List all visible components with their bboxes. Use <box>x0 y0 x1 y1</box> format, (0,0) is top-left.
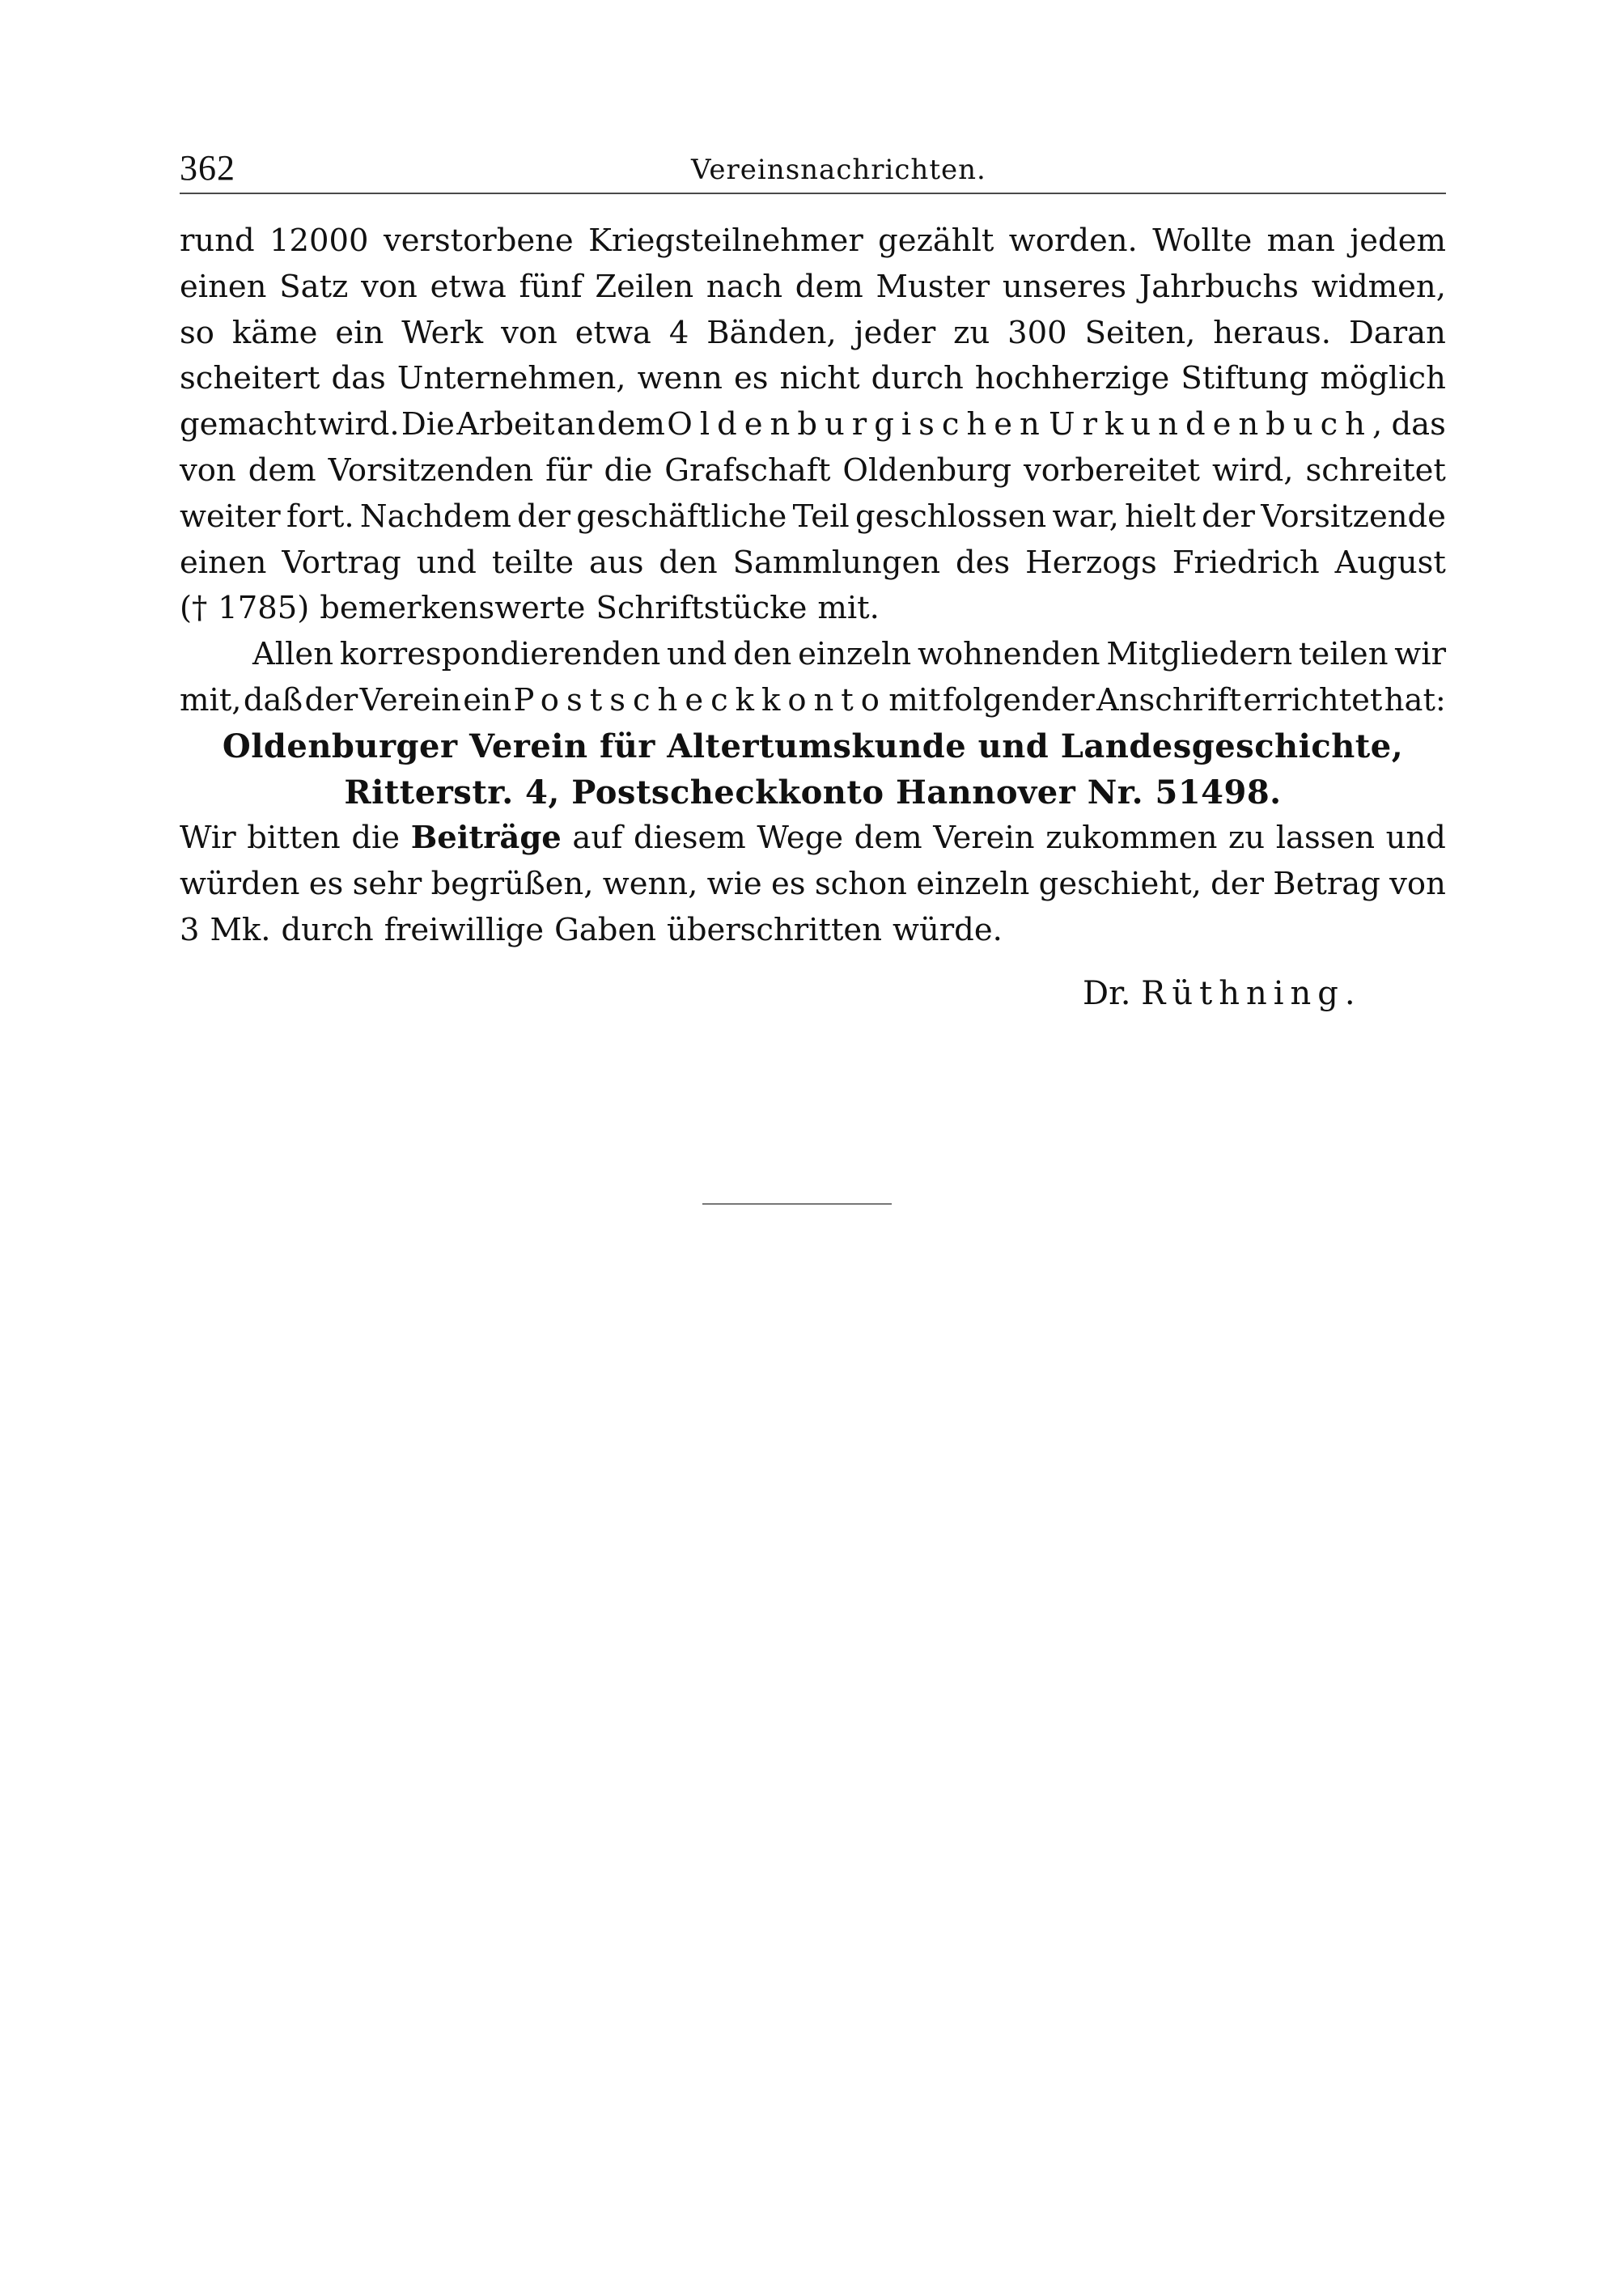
word: käme <box>231 314 318 351</box>
word: wenn, <box>602 866 698 903</box>
word: geschlossen <box>855 498 1047 535</box>
word: Seiten, <box>1084 314 1196 351</box>
word: Wollte <box>1152 223 1253 259</box>
text-line <box>180 494 1446 540</box>
word: Mk. <box>210 911 271 948</box>
word: wird, <box>1211 451 1294 489</box>
page-number: 362 <box>180 148 235 188</box>
word: Mitgliedern <box>1106 636 1293 673</box>
address-line-2: Ritterstr. 4, Postscheckkonto Hannover Nr. 51498. <box>344 773 1282 812</box>
word: rund <box>180 223 255 259</box>
signature-title: Dr. <box>1083 975 1131 1012</box>
word: August <box>1334 544 1446 581</box>
running-head: Vereinsnachrichten. <box>691 154 986 186</box>
word: es <box>733 360 769 397</box>
word: wenn <box>637 360 723 397</box>
word: einen <box>180 544 267 581</box>
word: Anschrift <box>1096 681 1242 718</box>
word: durch <box>281 911 374 948</box>
signature-name: Rüthning. <box>1141 975 1362 1012</box>
word: Friedrich <box>1172 544 1320 581</box>
word: bitten <box>247 820 341 857</box>
word: Muster <box>876 268 990 305</box>
word: schreitet <box>1305 451 1446 489</box>
word: zu <box>953 314 990 351</box>
word: worden. <box>1008 223 1138 259</box>
bold-word: Beiträge <box>410 820 562 857</box>
word: freiwillige <box>384 911 545 948</box>
word: Daran <box>1348 314 1446 351</box>
page-header <box>180 144 1446 193</box>
word: von <box>501 314 558 351</box>
word: errichtet <box>1243 681 1383 718</box>
word: teilte <box>491 544 575 581</box>
word: fort. <box>286 498 354 535</box>
word: jedem <box>1350 223 1446 259</box>
word: Verein <box>933 820 1035 857</box>
body-text <box>180 218 1446 954</box>
word: Grafschaft <box>664 451 831 489</box>
word: auf <box>572 820 623 857</box>
word: der <box>1211 866 1264 903</box>
word: einzeln <box>798 636 912 673</box>
word: das <box>331 360 386 397</box>
word: heraus. <box>1213 314 1332 351</box>
word: gemacht <box>180 406 316 443</box>
text-line <box>180 448 1446 494</box>
word: Kriegsteilnehmer <box>588 223 863 259</box>
word: und <box>1385 820 1446 857</box>
word: von <box>180 451 236 489</box>
word: einen <box>180 268 267 305</box>
word: von <box>1389 866 1446 903</box>
word: unseres <box>1002 268 1126 305</box>
emphasized-word: Urkundenbuch, <box>1049 406 1390 443</box>
end-rule <box>702 1203 892 1205</box>
word: jeder <box>854 314 936 351</box>
word: der <box>1202 498 1255 535</box>
word: wir <box>1394 636 1446 673</box>
word: es <box>308 866 344 903</box>
word: würde. <box>893 911 1003 948</box>
word: korrespondierenden <box>339 636 661 673</box>
word: man <box>1266 223 1335 259</box>
word: dem <box>795 268 863 305</box>
word: geschäftliche <box>576 498 787 535</box>
word: Vortrag <box>282 544 401 581</box>
word: 3 <box>180 911 200 948</box>
signature <box>1083 971 1362 1016</box>
word: Vorsitzende <box>1261 498 1446 535</box>
word: wie <box>706 866 762 903</box>
word: Werk <box>401 314 484 351</box>
word: vorbereitet <box>1024 451 1200 489</box>
word: an <box>556 406 596 443</box>
word: es <box>771 866 806 903</box>
word: bemerkenswerte <box>320 590 586 627</box>
word: mit. <box>817 590 880 627</box>
word: Wir <box>180 820 236 857</box>
word: von <box>361 268 418 305</box>
word: widmen, <box>1311 268 1446 305</box>
word: Stiftung <box>1181 360 1309 397</box>
word: mit <box>888 681 941 718</box>
word: zu <box>1228 820 1266 857</box>
text-line <box>180 586 1446 632</box>
word: ein <box>463 681 512 718</box>
word: begrüßen, <box>430 866 594 903</box>
text-line <box>180 356 1446 402</box>
word: Zeilen <box>595 268 694 305</box>
word: so <box>180 314 214 351</box>
word: 300 <box>1007 314 1067 351</box>
word: folgender <box>942 681 1095 718</box>
word: teilen <box>1299 636 1389 673</box>
text-line <box>180 540 1446 587</box>
word: Arbeit <box>456 406 555 443</box>
word: etwa <box>575 314 651 351</box>
word: Sammlungen <box>732 544 941 581</box>
word: aus <box>588 544 644 581</box>
word: der <box>517 498 570 535</box>
word: Verein <box>359 681 461 718</box>
text-line <box>180 678 1446 724</box>
word: für <box>545 451 592 489</box>
word: ein <box>335 314 384 351</box>
word: Bänden, <box>706 314 837 351</box>
word: fünf <box>519 268 583 305</box>
text-line <box>180 908 1446 954</box>
word: möglich <box>1320 360 1446 397</box>
text-line <box>180 311 1446 357</box>
word: hochherzige <box>974 360 1170 397</box>
word: diesem <box>634 820 746 857</box>
word: und <box>667 636 727 673</box>
word: das <box>1391 406 1446 443</box>
word: wohnenden <box>918 636 1100 673</box>
text-line <box>180 265 1446 311</box>
word: gezählt <box>878 223 994 259</box>
text-line <box>180 632 1446 678</box>
word: Herzogs <box>1025 544 1157 581</box>
paragraph-3 <box>180 816 1446 953</box>
word: hat: <box>1384 681 1446 718</box>
word: Jahrbuchs <box>1138 268 1299 305</box>
word: der <box>304 681 358 718</box>
word: Oldenburg <box>842 451 1012 489</box>
word: nach <box>706 268 783 305</box>
word: zukommen <box>1045 820 1218 857</box>
word: und <box>416 544 477 581</box>
emphasized-word: Oldenburgischen <box>667 406 1047 443</box>
word: Nachdem <box>359 498 511 535</box>
text-line <box>180 218 1446 265</box>
postal-address <box>180 724 1446 816</box>
header-rule <box>180 193 1446 194</box>
word: weiter <box>180 498 281 535</box>
word: den <box>733 636 792 673</box>
word: nicht <box>779 360 860 397</box>
word: († <box>180 590 208 627</box>
paragraph-2 <box>180 632 1446 724</box>
word: Allen <box>252 636 334 673</box>
word: einzeln <box>916 866 1030 903</box>
word: geschieht, <box>1038 866 1202 903</box>
word: Wege <box>757 820 844 857</box>
word: die <box>604 451 653 489</box>
word: schon <box>814 866 907 903</box>
word: 12000 <box>269 223 369 259</box>
word: sehr <box>352 866 422 903</box>
word: 4 <box>668 314 689 351</box>
word: daß <box>243 681 303 718</box>
word: dem <box>248 451 316 489</box>
word: Betrag <box>1273 866 1380 903</box>
word: dem <box>597 406 665 443</box>
word: Teil <box>792 498 850 535</box>
word: hielt <box>1125 498 1196 535</box>
word: würden <box>180 866 300 903</box>
text-line <box>180 402 1446 448</box>
address-line-1: Oldenburger Verein für Altertumskunde und Landesgeschichte, <box>222 727 1404 765</box>
word: 1785) <box>218 590 310 627</box>
word: dem <box>854 820 922 857</box>
word: war, <box>1052 498 1119 535</box>
word: durch <box>871 360 964 397</box>
text-line <box>180 862 1446 908</box>
word: Satz <box>279 268 349 305</box>
word: den <box>659 544 718 581</box>
word: wird. <box>318 406 400 443</box>
word: Schriftstücke <box>596 590 808 627</box>
word: Unternehmen, <box>396 360 626 397</box>
word: lassen <box>1275 820 1376 857</box>
paragraph-1 <box>180 218 1446 632</box>
text-line <box>180 816 1446 862</box>
word: Vorsitzenden <box>328 451 534 489</box>
word: des <box>956 544 1011 581</box>
word: mit, <box>180 681 242 718</box>
emphasized-word: Postscheckkonto <box>513 681 887 718</box>
word: Gaben <box>554 911 657 948</box>
word: die <box>351 820 401 857</box>
word: scheitert <box>180 360 320 397</box>
word: verstorbene <box>383 223 574 259</box>
word: Die <box>401 406 455 443</box>
word: überschritten <box>667 911 883 948</box>
word: etwa <box>430 268 507 305</box>
